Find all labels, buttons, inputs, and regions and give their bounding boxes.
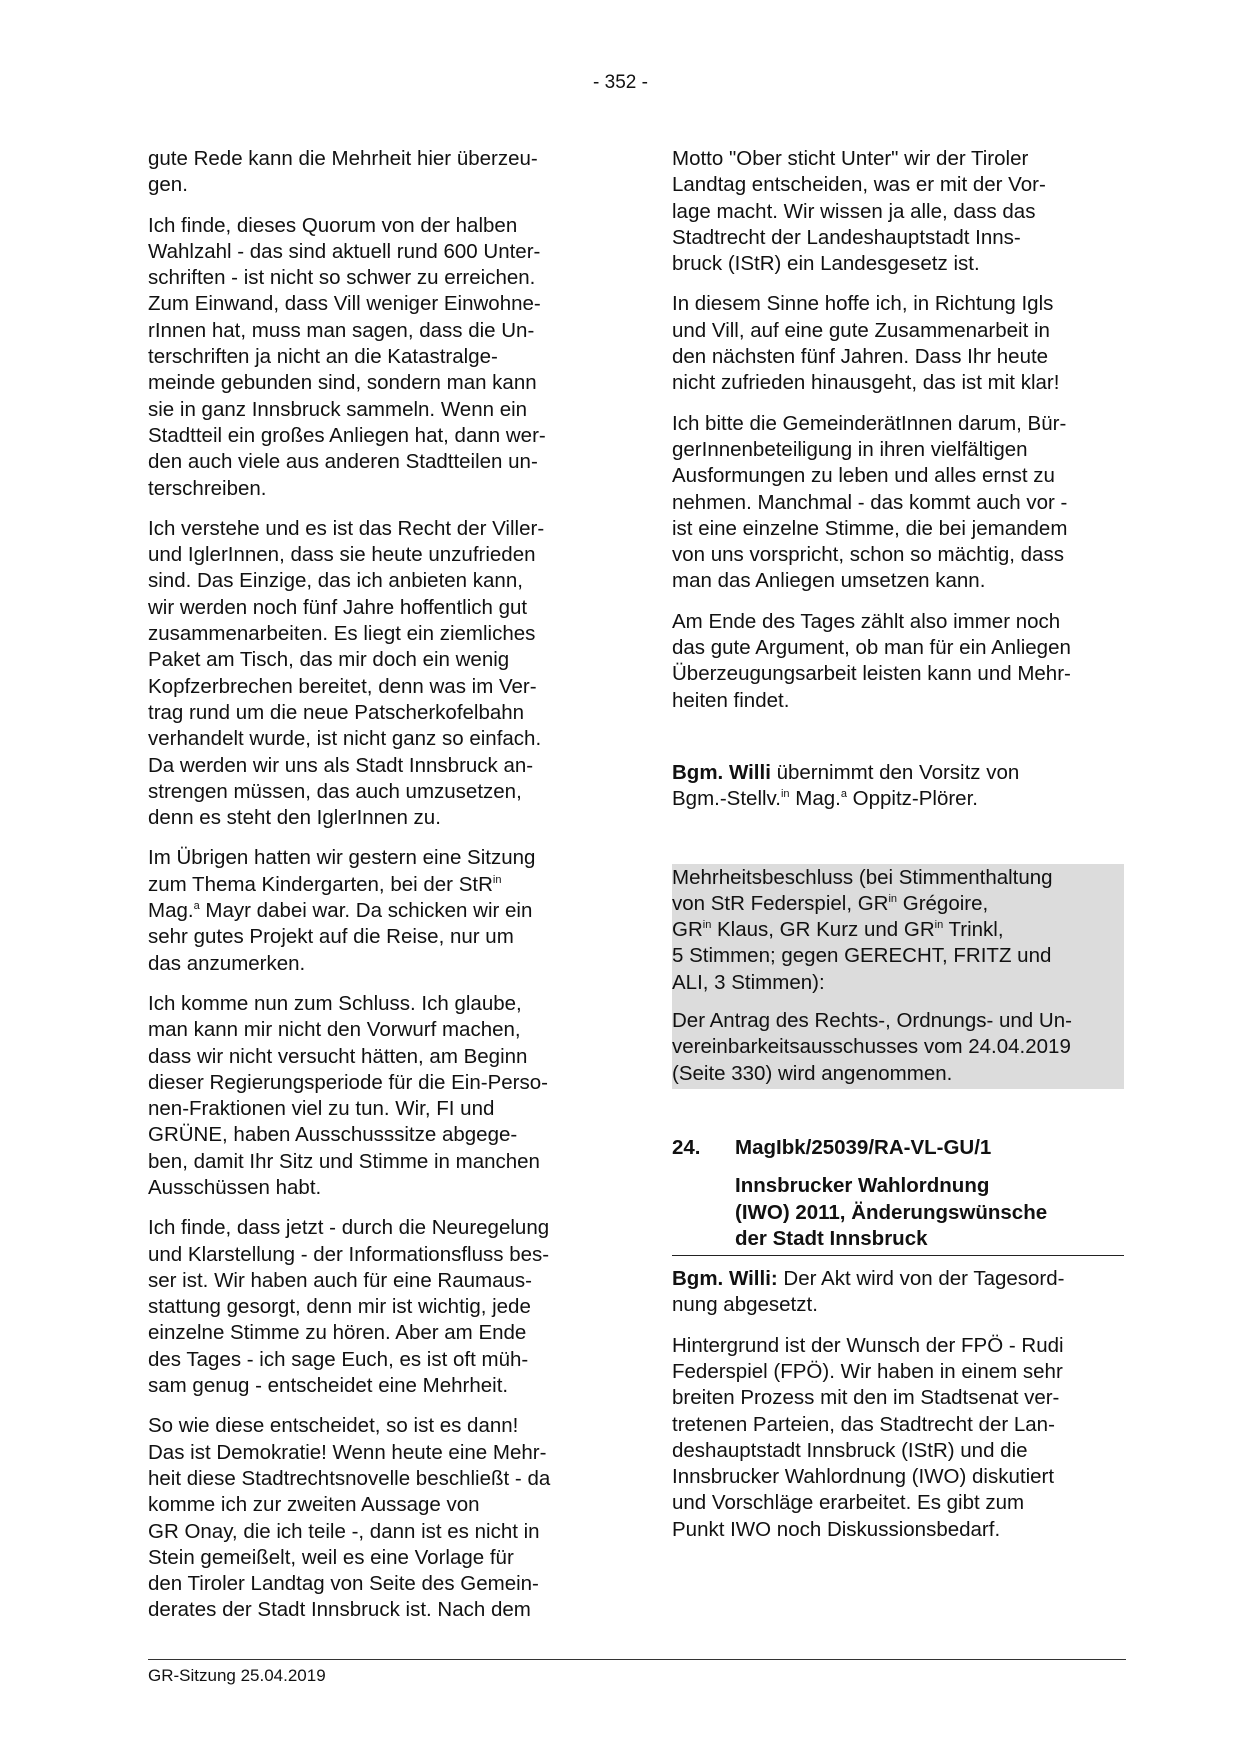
paragraph: Ich komme nun zum Schluss. Ich glaube, man kann mir nicht den Vorwurf machen, dass wir nicht versucht hätten, am Beginn dieser Regierungsperiode für die Ein-Perso- nen-Fraktionen viel zu tun. Wir, FI und GRÜNE, haben Ausschusssitze abgege- ben, damit Ihr Sitz und Stimme in manchen Ausschüssen habt. — [148, 991, 548, 1199]
right-column — [672, 146, 1124, 1557]
left-column — [148, 146, 600, 1638]
chair-handover: Bgm. Willi übernimmt den Vorsitz von Bgm.-Stellv.$^{in}$ Mag.$^a$ Oppitz-Plörer. — [672, 760, 1020, 811]
divider — [672, 1255, 1124, 1256]
agenda-item-title: Innsbrucker Wahlordnung (IWO) 2011, Änderungswünsche der Stadt Innsbruck — [735, 1174, 1048, 1250]
resolution-box — [672, 864, 1124, 1089]
vote-result: Mehrheitsbeschluss (bei Stimmenthaltung von StR Federspiel, $GR^{in}$ Grégoire, $GR^{in}$ Klaus, GR Kurz und $GR^{in}$ Trinkl, 5 Stimmen; gegen GERECHT, FRITZ und ALI, 3 Stimmen): — [672, 865, 1053, 994]
footer-divider — [148, 1659, 1126, 1660]
paragraph: So wie diese entscheidet, so ist es dann! Das ist Demokratie! Wenn heute eine Mehr- heit diese Stadtrechtsnovelle beschließt - da komme ich zur zweiten Aussage von GR Onay, die ich teile -, dann ist es nicht in Stein gemeißelt, weil es eine Vorlage für den Tiroler Landtag von Seite des Gemein- derates der Stadt Innsbruck ist. Nach dem — [148, 1414, 551, 1622]
speaker-name: Bgm. Willi: — [672, 1267, 778, 1291]
agenda-item-code: MagIbk/25039/RA-VL-GU/1 — [735, 1135, 992, 1159]
paragraph: Am Ende des Tages zählt also immer noch das gute Argument, ob man für ein Anliegen Überzeugungsarbeit leisten kann und Mehr- heiten findet. — [672, 609, 1071, 712]
paragraph: Bgm. Willi: Der Akt wird von der Tagesord- nung abgesetzt. — [672, 1267, 1065, 1317]
paragraph: Ich verstehe und es ist das Recht der Viller- und IglerInnen, dass sie heute unzufrieden sind. Das Einzige, das ich anbieten kann, wir werden noch fünf Jahre hoffentlich gut zusammenarbeiten. Es liegt ein ziemliches Paket am Tisch, das mir doch ein wenig Kopfzerbrechen bereitet, denn was im Ver- trag rund um die neue Patscherkofelbahn verhandelt wurde, ist nicht ganz so einfach. Da werden wir uns als Stadt Innsbruck an- strengen müssen, das auch umzusetzen, denn es steht den IglerInnen zu. — [148, 516, 545, 830]
decision-text: Der Antrag des Rechts-, Ordnungs- und Un- vereinbarkeitsausschusses vom 24.04.2019 (Seite 330) wird angenommen. — [672, 1009, 1072, 1085]
page-number: - 352 - — [593, 72, 648, 93]
paragraph: Motto "Ober sticht Unter" wir der Tiroler Landtag entscheiden, was er mit der Vor- lage macht. Wir wissen ja alle, dass das Stadtrecht der Landeshauptstadt Inns- bruck (IStR) ein Landesgesetz ist. — [672, 147, 1046, 276]
paragraph: Ich bitte die GemeinderätInnen darum, Bür- gerInnenbeteiligung in ihren vielfältigen Ausformungen zu leben und alles ernst zu nehmen. Manchmal - das kommt auch vor - ist eine einzelne Stimme, die bei jemandem von uns vorspricht, schon so mächtig, dass man das Anliegen umsetzen kann. — [672, 411, 1068, 593]
speaker-name: Bgm. Willi — [672, 760, 771, 784]
footer-text: GR-Sitzung 25.04.2019 — [148, 1666, 326, 1685]
paragraph: gute Rede kann die Mehrheit hier überzeu- gen. — [148, 147, 538, 197]
paragraph: In diesem Sinne hoffe ich, in Richtung Igls und Vill, auf eine gute Zusammenarbeit in den nächsten fünf Jahren. Dass Ihr heute nicht zufrieden hinausgeht, das ist mit klar! — [672, 292, 1060, 395]
paragraph: Ich finde, dieses Quorum von der halben Wahlzahl - das sind aktuell rund 600 Unter- schriften - ist nicht so schwer zu erreichen. Zum Einwand, dass Vill weniger Einwohne- rInnen hat, muss man sagen, dass die Un- terschriften ja nicht an die Katastralge- meinde gebunden sind, sondern man kann sie in ganz Innsbruck sammeln. Wenn ein Stadtteil ein großes Anliegen hat, dann wer- den auch viele aus anderen Stadtteilen un- terschreiben. — [148, 213, 546, 500]
paragraph: Ich finde, dass jetzt - durch die Neuregelung und Klarstellung - der Informationsfluss bes- ser ist. Wir haben auch für eine Raumaus- stattung gesorgt, denn mir ist wichtig, jede einzelne Stimme zu hören. Aber am Ende des Tages - ich sage Euch, es ist oft müh- sam genug - entscheidet eine Mehrheit. — [148, 1216, 550, 1398]
agenda-item — [672, 1135, 1124, 1256]
agenda-item-header — [672, 1135, 1124, 1161]
paragraph: Hintergrund ist der Wunsch der FPÖ - Rudi Federspiel (FPÖ). Wir haben in einem sehr breiten Prozess mit den im Stadtsenat ver- tretenen Parteien, das Stadtrecht der Lan- deshauptstadt Innsbruck (IStR) und die Innsbrucker Wahlordnung (IWO) diskutiert und Vorschläge erarbeitet. Es gibt zum Punkt IWO noch Diskussionsbedarf. — [672, 1333, 1064, 1541]
agenda-item-number: 24. — [672, 1135, 701, 1159]
paragraph-kindergarten: Im Übrigen hatten wir gestern eine Sitzung zum Thema Kindergarten, bei der StR$^{in}$ Mag.$^a$ Mayr dabei war. Da schicken wir ein sehr gutes Projekt auf die Reise, nur um das anzumerken. — [148, 846, 536, 975]
